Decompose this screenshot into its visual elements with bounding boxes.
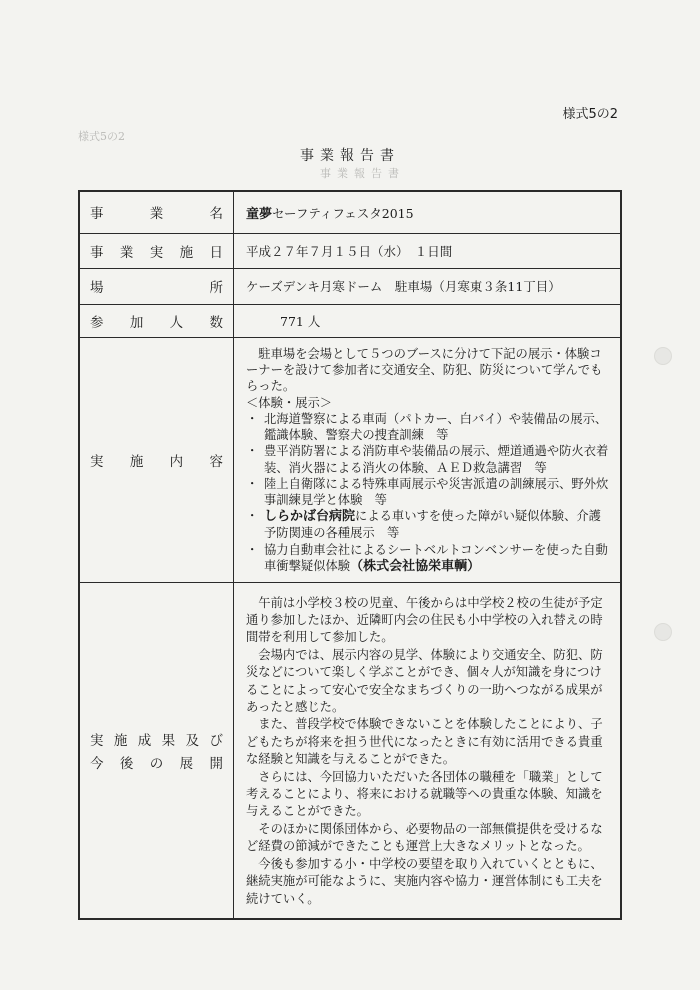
- label-char: 成: [137, 732, 152, 749]
- results-paragraph: そのほかに関係団体から、必要物品の一部無償提供を受けるなど経費の節減ができたことも運営上大きなメリットとなった。: [246, 821, 603, 854]
- report-table: [78, 190, 622, 920]
- label-char: 施: [113, 732, 128, 749]
- handwritten-hospital: しらかば台病院: [264, 509, 356, 525]
- list-item-text: 協力自動車会社によるシートベルトコンベンサーを使った自動車衝撃疑似体験: [264, 542, 608, 573]
- row-project-name: [79, 191, 621, 233]
- list-item-text: 陸上自衛隊による特殊車両展示や災害派遣の訓練展示、野外炊事訓練見学と体験 等: [264, 476, 609, 507]
- results-paragraph: 会場内では、展示内容の見学、体験により交通安全、防犯、防災などについて楽しく学ぶことができ、個々人が知識を身につけることによって安心で安全なまちづくりの一助へつながる成果があったと感じた。: [246, 647, 603, 715]
- content-intro: 駐車場を会場として５つのブースに分けて下記の展示・体験コーナーを設けて参加者に交通安全、防犯、防災について学んでもらった。: [246, 347, 603, 394]
- place-value: ケーズデンキ月寒ドーム 駐車場（月寒東３条11丁目）: [234, 268, 622, 304]
- row-date: [79, 233, 621, 268]
- label-char: 業: [119, 244, 134, 261]
- label-char: 及: [185, 732, 200, 749]
- label-char: び: [209, 732, 223, 749]
- row-participants: [79, 304, 621, 337]
- punch-hole-upper: [654, 347, 672, 365]
- label-content: [90, 450, 223, 470]
- row-place: [79, 268, 621, 304]
- list-item-text: による車いすを使った障がい疑似体験、介護予防関連の各種展示 等: [264, 509, 601, 541]
- list-item: [246, 476, 612, 508]
- label-char: の: [149, 755, 164, 772]
- label-char: 果: [161, 732, 176, 749]
- label-results-line2: [90, 752, 223, 772]
- label-char: 事: [90, 206, 104, 223]
- label-cell: [79, 233, 234, 268]
- label-char: 加: [129, 314, 144, 331]
- label-char: 展: [179, 755, 194, 772]
- bullet-dot: ・: [246, 411, 259, 426]
- label-char: 施: [179, 244, 194, 261]
- content-cell: [234, 337, 622, 582]
- bleed-through-title: 事業報告書: [320, 167, 405, 180]
- content-heading: ＜体験・展示＞: [246, 395, 333, 410]
- handwritten-name: 童夢: [246, 206, 273, 222]
- list-item: [246, 443, 612, 475]
- label-results: [90, 729, 223, 772]
- label-char: 名: [209, 206, 223, 223]
- label-char: 参: [90, 314, 104, 331]
- results-paragraph: また、普段学校で体験できないことを体験したことにより、子どもたちが将来を担う世代になったときに有効に活用できる貴重な経験と知識を与えることができた。: [246, 717, 603, 767]
- list-item: [246, 542, 612, 575]
- label-char: 実: [149, 244, 164, 261]
- bullet-dot: ・: [246, 444, 259, 459]
- label-char: 人: [169, 314, 184, 331]
- label-project-name: [90, 202, 223, 222]
- punch-hole-lower: [654, 623, 672, 641]
- results-paragraph: 今後も参加する小・中学校の要望を取り入れていくとともに、継続実施が可能なように、実施内容や協力・運営体制にも工夫を続けていく。: [246, 856, 603, 906]
- label-char: 業: [149, 206, 164, 223]
- label-char: 所: [209, 280, 223, 296]
- handwritten-company: （株式会社協栄車輌）: [350, 558, 481, 574]
- bullet-dot: ・: [246, 509, 259, 524]
- label-date: [90, 241, 223, 261]
- label-char: 今: [90, 755, 104, 772]
- label-cell: [79, 191, 234, 233]
- label-char: 開: [209, 755, 223, 772]
- list-item: [246, 411, 612, 443]
- label-char: 実: [90, 732, 104, 749]
- label-char: 日: [209, 244, 223, 261]
- document-title: 事業報告書: [300, 148, 400, 164]
- list-item-text: 北海道警察による車両（パトカー、白バイ）や装備品の展示、鑑識体験、警察犬の捜査訓練 等: [264, 411, 608, 443]
- list-item: [246, 508, 612, 541]
- label-char: 後: [119, 755, 134, 772]
- label-char: 施: [129, 453, 144, 470]
- label-cell: [79, 268, 234, 304]
- project-name-value: セーフティフェスタ2015: [272, 205, 414, 221]
- bullet-dot: ・: [246, 476, 259, 491]
- label-results-line1: [90, 729, 223, 749]
- bullet-dot: ・: [246, 542, 259, 557]
- row-results: [79, 582, 621, 919]
- label-char: 事: [90, 244, 104, 261]
- label-char: 内: [169, 453, 184, 470]
- results-paragraph: 午前は小学校３校の児童、午後からは中学校２校の生徒が予定通り参加したほか、近隣町内会の住民も小中学校の入れ替えの時間帯を利用して参加した。: [246, 595, 603, 645]
- label-char: 容: [209, 453, 223, 470]
- results-paragraph: さらには、今回協力いただいた各団体の職種を「職業」として考えることにより、将来における就職等への貴重な体験、知識を与えることができた。: [246, 769, 603, 819]
- label-cell: [79, 582, 234, 919]
- label-cell: [79, 337, 234, 582]
- label-char: 実: [90, 453, 104, 470]
- label-participants: [90, 311, 223, 331]
- row-content: [79, 337, 621, 582]
- bleed-through-form-number: 様式5の2: [78, 130, 125, 143]
- value-cell: [234, 191, 622, 233]
- results-cell: [234, 582, 622, 919]
- participants-value: 771 人: [234, 304, 622, 337]
- date-value: 平成２７年７月１５日（水） １日間: [234, 233, 622, 268]
- label-cell: [79, 304, 234, 337]
- form-number: 様式5の2: [562, 107, 618, 122]
- list-item-text: 豊平消防署による消防車や装備品の展示、煙道通過や防火衣着装、消火器による消火の体験、ＡＥＤ救急講習 等: [264, 444, 609, 475]
- label-char: 場: [90, 280, 104, 296]
- label-place: [90, 276, 223, 296]
- label-char: 数: [209, 314, 223, 331]
